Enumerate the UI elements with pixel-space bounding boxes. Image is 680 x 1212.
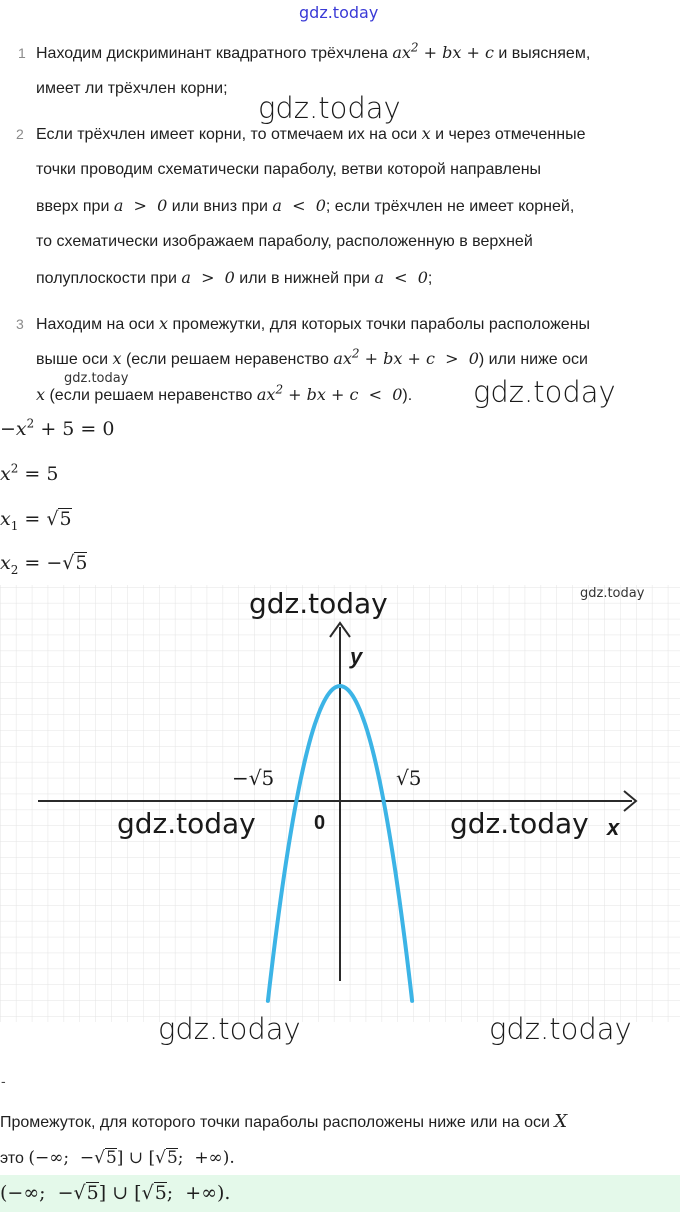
step-2-text: ; если трёхчлен не имеет корней, — [325, 198, 575, 215]
watermark: gdz.today — [158, 1012, 301, 1046]
step-number-2: 2 — [16, 126, 24, 142]
step-1-text: Находим дискриминант квадратного трёхчлена — [36, 45, 393, 62]
step-2-line-3 — [36, 196, 574, 217]
step-number-1: 1 — [18, 45, 26, 61]
step-3-text: выше оси — [36, 351, 113, 368]
step-3-text: (если решаем неравенство — [121, 351, 334, 368]
step-2-text: или вниз при — [167, 198, 273, 215]
watermark: gdz.today — [117, 807, 256, 840]
math-trinomial: $ax^2$ + bx + c — [392, 40, 494, 62]
step-3-line-2 — [36, 346, 588, 370]
watermark: gdz.today — [473, 375, 616, 409]
step-number-3: 3 — [16, 316, 24, 332]
step-2-text: и через отмеченные — [430, 126, 586, 143]
step-2-text: вверх при — [36, 198, 114, 215]
step-2-line-5 — [36, 268, 432, 289]
math-a-negative: a < 0 — [272, 196, 326, 215]
math-x: x — [159, 314, 169, 333]
step-3-text: промежутки, для которых точки параболы расположены — [168, 316, 591, 333]
watermark: gdz.today — [450, 807, 589, 840]
math-interval: (−∞; −√5] ∪ [√5; +∞). — [28, 1148, 235, 1168]
watermark-small: gdz.today — [580, 586, 645, 601]
math-X: X — [554, 1111, 568, 1132]
watermark: gdz.today — [489, 1012, 632, 1046]
answer-text: (−∞; −√5] ∪ [√5; +∞). — [0, 1182, 231, 1204]
math-x: x — [112, 349, 122, 368]
step-1-text: и выясняем, — [493, 45, 591, 62]
step-2-line-4: то схематически изображаем параболу, расположенную в верхней — [36, 233, 533, 250]
step-3-text: ). — [402, 387, 413, 404]
step-3-line-1 — [36, 314, 590, 335]
root-right-label: √5 — [396, 766, 422, 790]
equation-2: $x^2 = 5$ — [0, 461, 59, 485]
step-3-line-3 — [36, 382, 413, 406]
watermark-top: gdz.today — [299, 3, 379, 22]
conclusion-line-2 — [0, 1148, 235, 1169]
math-inequality-gt: $ax^2$ + bx + c > 0 — [333, 346, 479, 368]
math-x: x — [36, 385, 46, 404]
conclusion-text: это — [0, 1150, 29, 1167]
watermark: gdz.today — [249, 587, 388, 620]
parabola-graph — [0, 585, 680, 1022]
step-2-text: полуплоскости при — [36, 270, 182, 287]
step-2-text: ; — [427, 270, 433, 287]
watermark-small: gdz.today — [64, 371, 129, 386]
step-2-text: Если трёхчлен имеет корни, то отмечаем их на оси — [36, 126, 422, 143]
separator-mark: - — [1, 1073, 6, 1089]
math-inequality-lt: $ax^2$ + bx + c < 0 — [256, 382, 403, 404]
watermark: gdz.today — [258, 91, 401, 125]
step-2-line-2: точки проводим схематически параболу, ветви которой направлены — [36, 161, 542, 178]
step-1-line-2: имеет ли трёхчлен корни; — [36, 80, 228, 97]
step-3-text: (если решаем неравенство — [45, 387, 257, 404]
math-a-positive: a > 0 — [113, 196, 168, 215]
equation-4: $x_2 = -√5$ — [0, 552, 88, 577]
step-2-text: или в нижней при — [234, 270, 375, 287]
math-x: x — [421, 124, 431, 143]
origin-label: 0 — [314, 812, 326, 834]
equation-3: $x_1 = √5$ — [0, 508, 72, 533]
conclusion-text: Промежуток, для которого точки параболы расположены ниже или на оси — [0, 1114, 555, 1131]
step-2-line-1 — [36, 124, 585, 145]
math-a-negative: a < 0 — [374, 268, 428, 287]
x-axis-label: x — [607, 815, 620, 840]
step-3-text: ) или ниже оси — [478, 351, 588, 368]
step-1-line-1 — [36, 40, 591, 64]
conclusion-line-1 — [0, 1112, 567, 1133]
root-left-label: −√5 — [232, 766, 275, 790]
math-a-positive: a > 0 — [181, 268, 235, 287]
step-3-text: Находим на оси — [36, 316, 159, 333]
y-axis-label: y — [350, 644, 363, 669]
equation-1: $-x^2 + 5 = 0$ — [0, 416, 115, 440]
